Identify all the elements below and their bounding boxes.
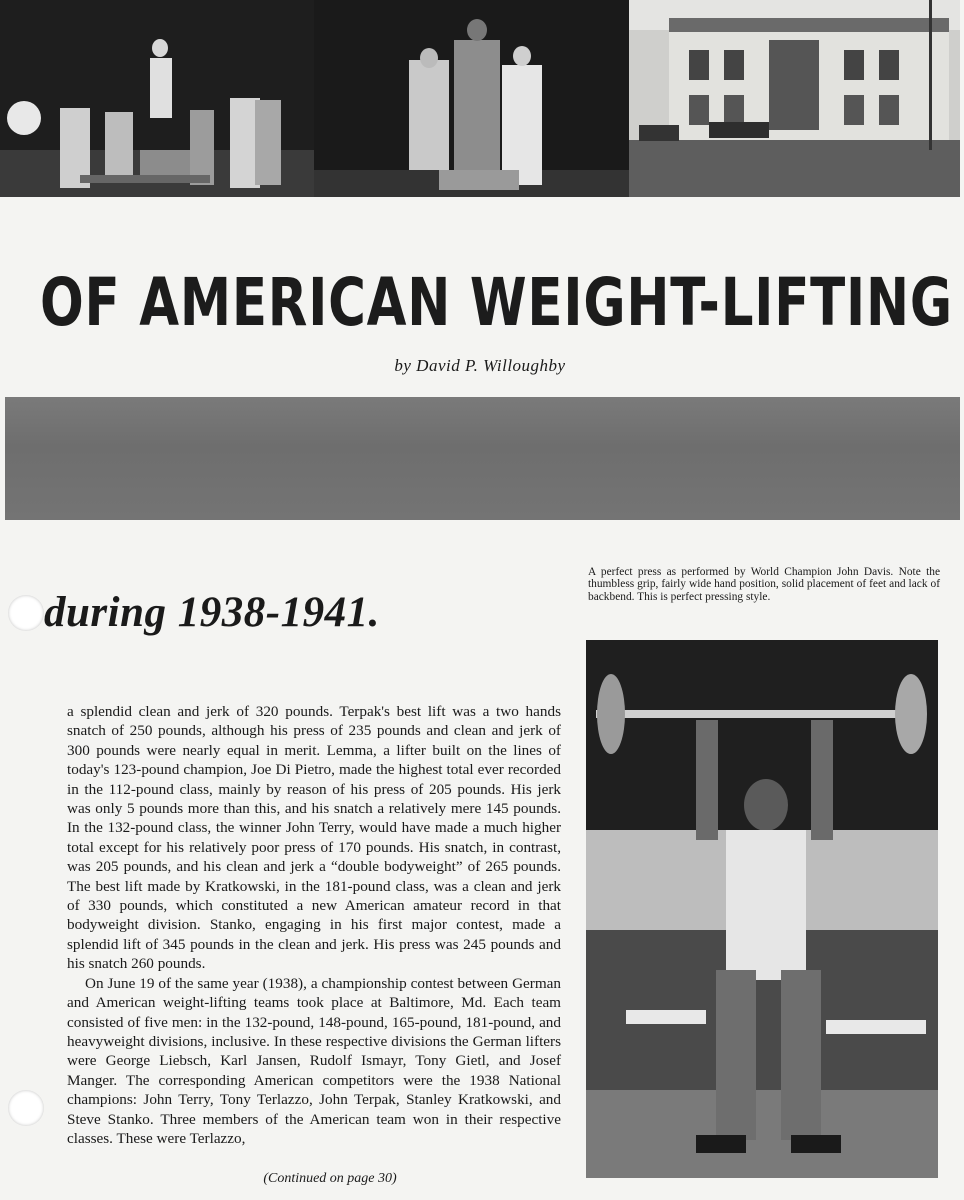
photo-band-texture [5,397,960,520]
article-byline: by David P. Willoughby [394,356,566,375]
photo-john-davis-press [586,640,938,1178]
photo-podium [314,0,629,197]
continued-note: (Continued on page 30) [263,1171,397,1186]
body-paragraph: a splendid clean and jerk of 320 pounds. Terpak's best lift was a two hands snatch of 250 pounds, although his press of 235 pounds and clean and jerk of 300 pounds were nearly equal in merit. Lemma, a lifter built on the lines of today's 123-pound champion, Joe Di Pietro, made the highest total ever recorded in the 112-pound class, mainly by reason of his press of 205 pounds. His jerk was only 5 pounds more than this, and his snatch a relatively mere 145 pounds. In the 132-pound class, the winner John Terry, would have made a much higher total except for his relatively poor press of 170 pounds. His snatch, in contrast, was 205 pounds, and his clean and jerk a “double bodyweight” of 265 pounds. The best lift made by Kratkowski, in the 181-pound class, was a clean and jerk of 330 pounds, which constituted a new American amateur record in that bodyweight division. Stanko, engaging in his first major contest, made a splendid lift of 345 pounds in the clean and jerk. His press was 245 pounds and his snatch 260 pounds. [67,703,561,973]
binder-hole [8,1090,44,1126]
article-body [67,702,561,1148]
article-subtitle: during 1938-1941. [44,589,380,636]
body-paragraph: On June 19 of the same year (1938), a championship contest between German and American weight-lifting teams took place at Baltimore, Md. Each team consisted of five men: in the 132-pound, 148-pound, 165-pound, 181-pound, and heavyweight divisions, inclusive. In these respective divisions the German lifters were George Liebsch, Karl Jansen, Rudolf Ismayr, Tony Gietl, and Josef Manger. The corresponding American competitors were the 1938 National champions: John Terry, Tony Terlazzo, John Terpak, Stanley Kratkowski, and Steve Stanko. Three members of the American team won in their respective classes. These were Terlazzo, [67,974,561,1147]
photo-lifters-on-stage [0,0,314,197]
photo-caption: A perfect press as performed by World Champion John Davis. Note the thumbless grip, fairly wide hand position, solid placement of feet and lack of backbend. This is perfect pressing style. [588,566,940,603]
photo-building [629,0,960,197]
binder-hole [8,595,44,631]
article-title: OF AMERICAN WEIGHT-LIFTING [40,264,953,341]
